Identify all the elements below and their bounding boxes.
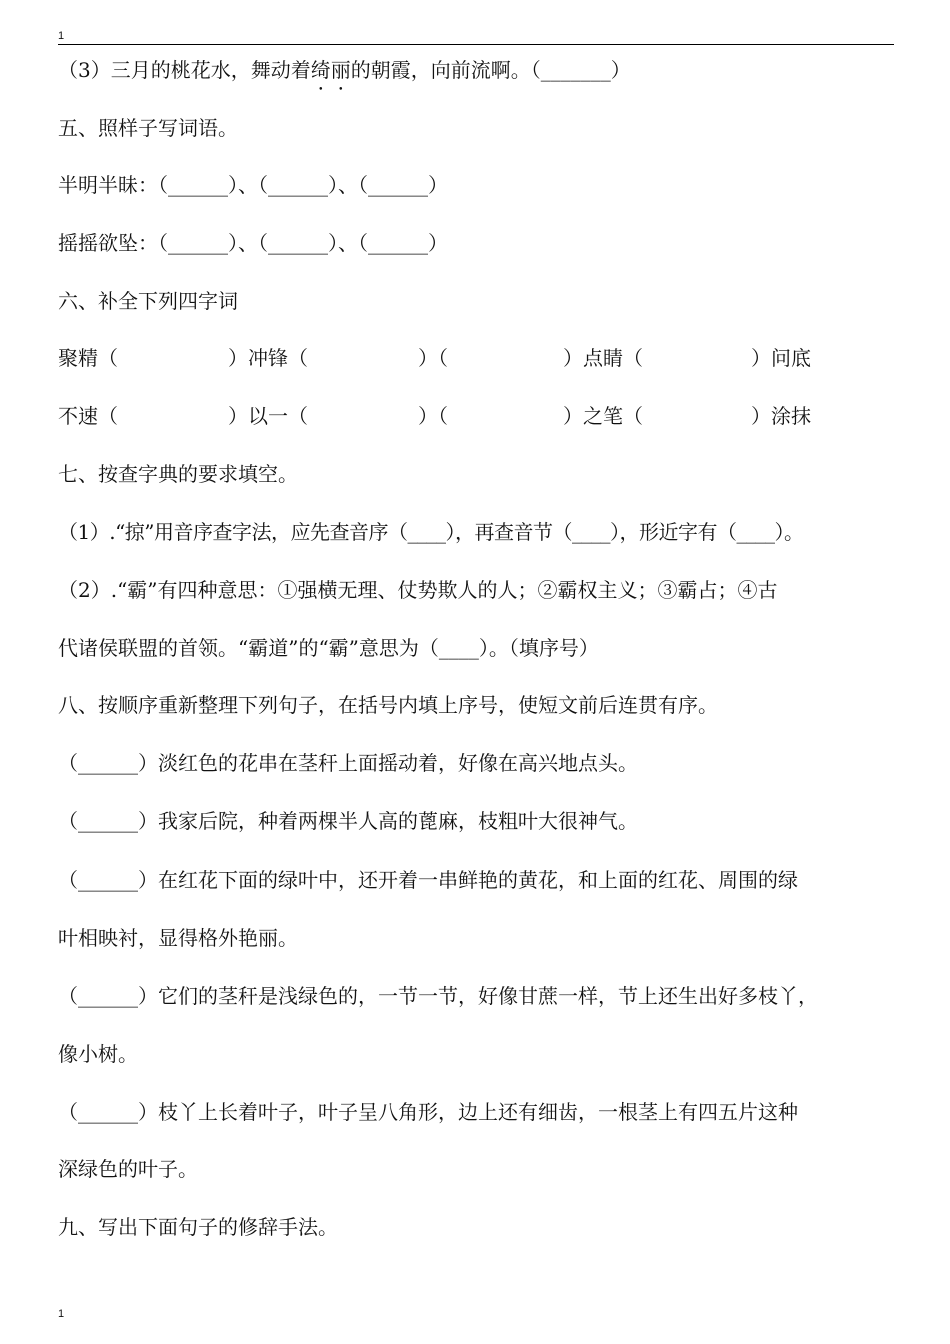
section-7-question-1: （1）.“掠”用音序查字法，应先查音序（____），再查音节（____），形近字有（____）。 [58, 520, 804, 544]
section-8-sentence-cont: 叶相映衬，显得格外艳丽。 [58, 926, 298, 950]
footer-page-number: 1 [58, 1308, 65, 1320]
idiom-part: ）之笔（ [563, 404, 643, 428]
header-rule [58, 44, 894, 45]
section-7-question-2-cont: 代诸侯联盟的首领。“霸道”的“霸”意思为（____）。（填序号） [58, 636, 599, 660]
section-8-sentence-cont: 像小树。 [58, 1042, 138, 1066]
question-3-text-end: 的朝霞，向前流啊。（_______） [350, 58, 631, 82]
idiom-part: ）问底 [751, 346, 811, 370]
section-5-heading: 五、照样子写词语。 [58, 116, 238, 140]
section-9-heading: 九、写出下面句子的修辞手法。 [58, 1215, 338, 1239]
idiom-part: ）以一（ [228, 404, 308, 428]
section-8-sentence: （______）淡红色的花串在茎秆上面摇动着，好像在高兴地点头。 [58, 751, 638, 775]
section-6-heading: 六、补全下列四字词 [58, 289, 238, 313]
idiom-part: ）涂抹 [751, 404, 811, 428]
question-3-text-start: （3）三月的桃花水，舞动着 [58, 58, 311, 82]
question-3-line [58, 56, 631, 84]
section-5-row-2: 摇摇欲坠：（______）、（______）、（______） [58, 231, 448, 255]
section-8-sentence: （______）枝丫上长着叶子，叶子呈八角形，边上还有细齿，一根茎上有四五片这种 [58, 1100, 798, 1124]
emphasis-char-1: 绮 [310, 58, 331, 82]
idiom-part: ）点睛（ [563, 346, 643, 370]
idiom-part: 不速（ [58, 404, 118, 428]
idiom-part: 聚精（ [58, 346, 118, 370]
section-8-heading: 八、按顺序重新整理下列句子，在括号内填上序号，使短文前后连贯有序。 [58, 693, 718, 717]
section-7-question-2: （2）.“霸”有四种意思：①强横无理、仗势欺人的人；②霸权主义；③霸占；④古 [58, 578, 778, 602]
section-8-sentence: （______）在红花下面的绿叶中，还开着一串鲜艳的黄花，和上面的红花、周围的绿 [58, 868, 798, 892]
section-7-heading: 七、按查字典的要求填空。 [58, 462, 298, 486]
idiom-part: ）（ [418, 404, 448, 428]
section-8-sentence: （______）我家后院，种着两棵半人高的蓖麻，枝粗叶大很神气。 [58, 809, 638, 833]
emphasis-char-2: 丽 [330, 58, 351, 82]
header-page-number: 1 [58, 30, 65, 42]
section-8-sentence-cont: 深绿色的叶子。 [58, 1157, 198, 1181]
idiom-part: ）冲锋（ [228, 346, 308, 370]
section-8-sentence: （______）它们的茎秆是浅绿色的，一节一节，好像甘蔗一样，节上还生出好多枝丫， [58, 984, 818, 1008]
section-5-row-1: 半明半昧：（______）、（______）、（______） [58, 173, 448, 197]
idiom-part: ）（ [418, 346, 448, 370]
